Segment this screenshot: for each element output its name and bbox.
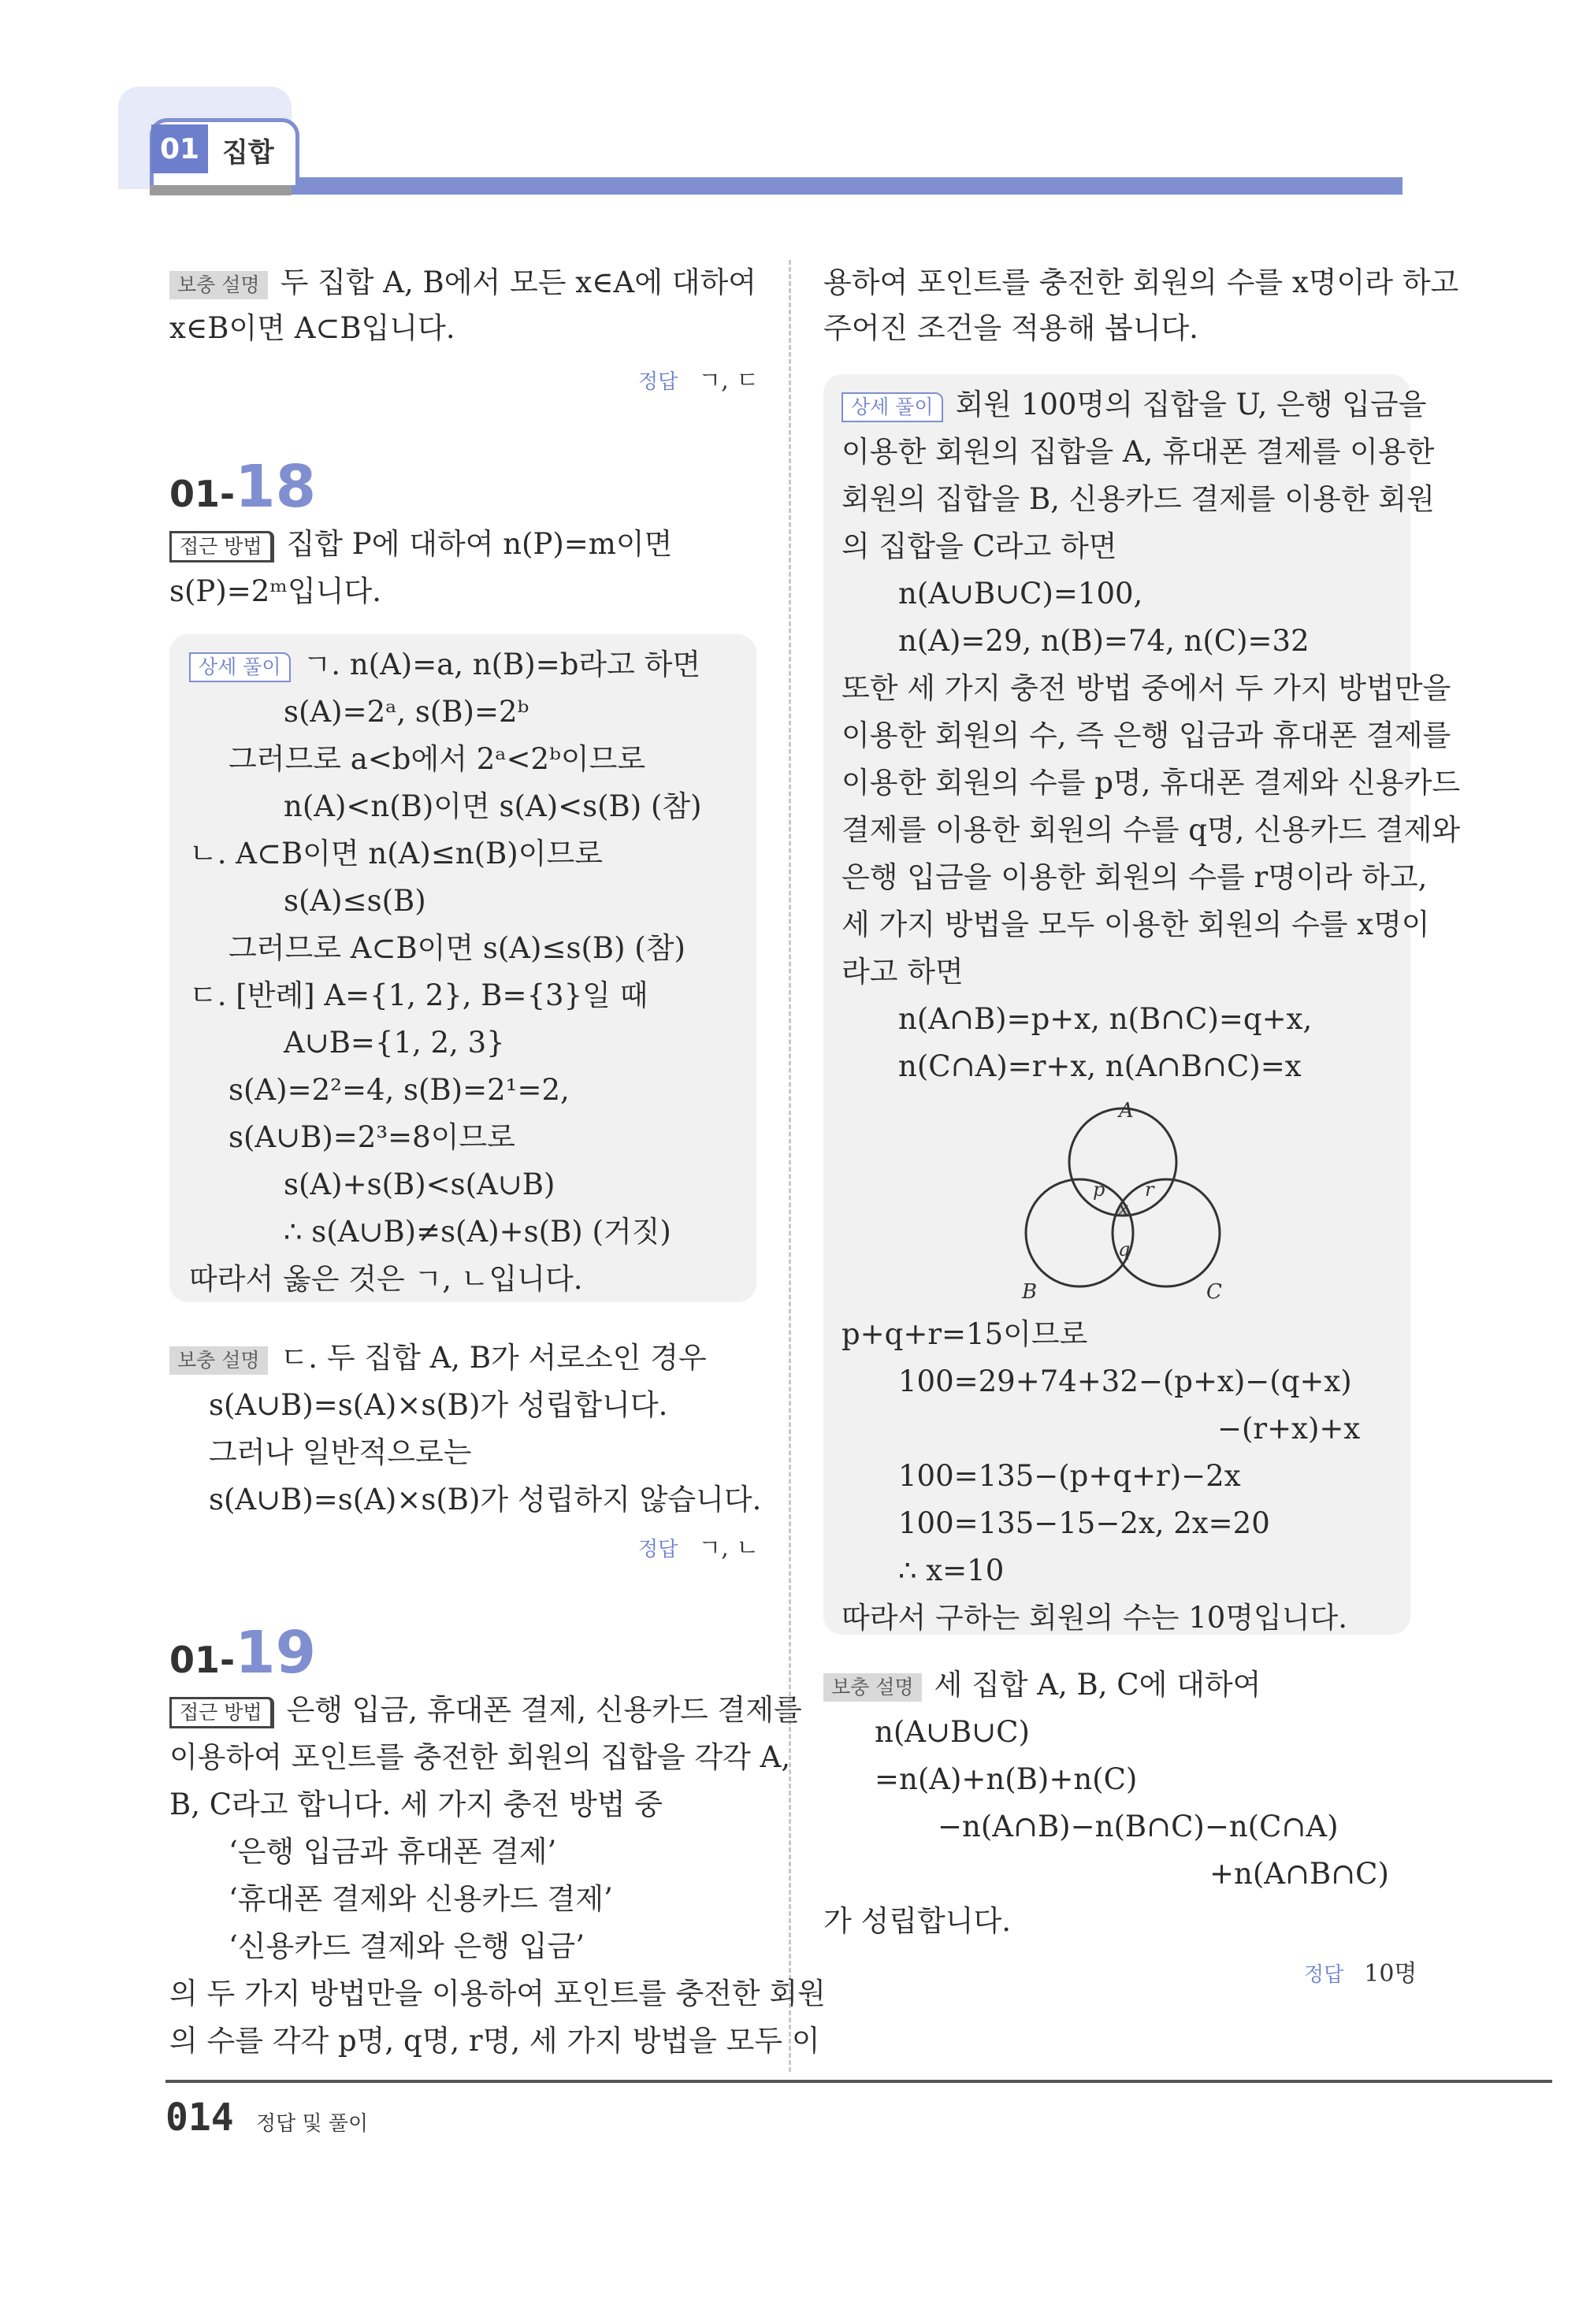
venn-label-x: x [1118, 1197, 1129, 1220]
p19-detail-line: 이용한 회원의 수를 p명, 휴대폰 결제와 신용카드 [842, 766, 1461, 800]
p18-approach-line-1: 접근 방법 집합 P에 대하여 n(P)=m이면 [169, 522, 672, 567]
p19-supplement-line: n(A∪B∪C) [875, 1715, 1030, 1749]
p18-detail-line: s(A)+s(B)<s(A∪B) [284, 1168, 555, 1201]
p18-detail-line: n(A)<n(B)이면 s(A)<s(B) (참) [284, 789, 702, 823]
p19-approach-line: 이용하여 포인트를 충전한 회원의 집합을 각각 A, [169, 1740, 791, 1774]
p18-detail-line: A∪B={1, 2, 3} [284, 1026, 505, 1060]
p19-supplement-line: 가 성립합니다. [823, 1904, 1011, 1938]
p19-continued-line: 용하여 포인트를 충전한 회원의 수를 x명이라 하고 [823, 265, 1459, 299]
p19-calc-line: 100=135−(p+q+r)−2x [898, 1459, 1241, 1493]
p19-calc-line: −(r+x)+x [1217, 1412, 1361, 1446]
p18-detail-line: 그러므로 a<b에서 2ᵃ<2ᵇ이므로 [228, 742, 646, 776]
venn-label-q: q [1118, 1238, 1131, 1260]
p19-detail-line: 세 가지 방법을 모두 이용한 회원의 수를 x명이 [842, 908, 1430, 941]
p18-supplement-line: 그러나 일반적으로는 [209, 1435, 472, 1469]
venn-label-b: B [1022, 1280, 1038, 1304]
p18-approach-line-2: s(P)=2ᵐ입니다. [169, 574, 381, 608]
p19-detail-line: 결제를 이용한 회원의 수를 q명, 신용카드 결제와 [842, 813, 1461, 847]
chapter-title: 집합 [222, 137, 274, 169]
footer-title: 정답 및 풀이 [256, 2112, 369, 2136]
p19-supplement-line: −n(A∩B)−n(B∩C)−n(C∩A) [938, 1810, 1339, 1843]
p18-detail-line: ㄷ. [반례] A={1, 2}, B={3}일 때 [189, 978, 648, 1012]
chapter-number: 01 [151, 124, 208, 173]
p18-answer: 정답 ㄱ, ㄴ [638, 1535, 760, 1562]
p19-detail-line: 이용한 회원의 수, 즉 은행 입금과 휴대폰 결제를 [842, 718, 1451, 752]
p19-detail-line: n(A∩B)=p+x, n(B∩C)=q+x, [898, 1002, 1313, 1036]
approach-tag: 접근 방법 [169, 1697, 274, 1728]
venn-label-a: A [1119, 1099, 1134, 1123]
top-answer: 정답 ㄱ, ㄷ [638, 367, 760, 395]
p19-calc-line: 100=135−15−2x, 2x=20 [898, 1506, 1270, 1540]
venn-label-r: r [1145, 1179, 1154, 1201]
problem-19-number: 01-19 [169, 1619, 317, 1687]
p19-supplement-line: 보충 설명 세 집합 A, B, C에 대하여 [823, 1662, 1261, 1708]
p19-approach-line: 접근 방법 은행 입금, 휴대폰 결제, 신용카드 결제를 [169, 1687, 802, 1733]
p19-detail-line: n(A∪B∪C)=100, [898, 577, 1143, 611]
venn-diagram [1012, 1095, 1233, 1308]
p18-detail-line: ∴ s(A∪B)≠s(A)+s(B) (거짓) [284, 1215, 671, 1249]
p19-detail-line: 상세 풀이 회원 100명의 집합을 U, 은행 입금을 [842, 382, 1426, 428]
supplement-tag: 보충 설명 [169, 1346, 268, 1375]
column-divider [789, 260, 791, 2072]
venn-label-p: p [1093, 1179, 1105, 1201]
page-number: 014 [165, 2096, 234, 2140]
p18-supplement-line: s(A∪B)=s(A)×s(B)가 성립하지 않습니다. [209, 1483, 762, 1517]
p18-supplement-line: s(A∪B)=s(A)×s(B)가 성립합니다. [209, 1388, 668, 1422]
footer-rule [165, 2080, 1552, 2083]
p19-detail-line: 회원의 집합을 B, 신용카드 결제를 이용한 회원 [842, 482, 1435, 516]
p19-detail-line: 라고 하면 [842, 955, 964, 989]
problem-18-number: 01-18 [169, 453, 317, 521]
p18-detail-line: 따라서 옳은 것은 ㄱ, ㄴ입니다. [189, 1262, 583, 1296]
p18-detail-line: s(A∪B)=2³=8이므로 [228, 1120, 515, 1154]
p19-approach-line: ‘신용카드 결제와 은행 입금’ [228, 1929, 585, 1963]
top-supplement-line-2: x∈B이면 A⊂B입니다. [169, 311, 455, 345]
p19-answer: 정답 10명 [1304, 1960, 1417, 1988]
approach-tag: 접근 방법 [169, 531, 274, 562]
p19-calc-line: p+q+r=15이므로 [842, 1317, 1088, 1351]
venn-label-c: C [1206, 1280, 1222, 1304]
p19-detail-line: 또한 세 가지 충전 방법 중에서 두 가지 방법만을 [842, 671, 1451, 705]
chapter-header-band [150, 177, 1403, 195]
p19-calc-line: 100=29+74+32−(p+x)−(q+x) [898, 1364, 1352, 1398]
p18-detail-line: s(A)=2²=4, s(B)=2¹=2, [228, 1073, 570, 1107]
p19-calc-line: 따라서 구하는 회원의 수는 10명입니다. [842, 1601, 1348, 1635]
p19-detail-line: 의 집합을 C라고 하면 [842, 529, 1117, 563]
p18-detail-line: 상세 풀이 ㄱ. n(A)=a, n(B)=b라고 하면 [189, 642, 700, 688]
p19-approach-line: ‘휴대폰 결제와 신용카드 결제’ [228, 1882, 613, 1916]
p19-detail-line: 은행 입금을 이용한 회원의 수를 r명이라 하고, [842, 860, 1428, 894]
p19-supplement-line: =n(A)+n(B)+n(C) [875, 1762, 1138, 1796]
p19-approach-line: ‘은행 입금과 휴대폰 결제’ [228, 1835, 557, 1869]
p19-calc-line: ∴ x=10 [898, 1554, 1005, 1587]
top-supplement-line-1: 보충 설명 두 집합 A, B에서 모든 x∈A에 대하여 [169, 260, 756, 306]
p19-approach-line: B, C라고 합니다. 세 가지 충전 방법 중 [169, 1788, 663, 1821]
detail-tag: 상세 풀이 [842, 392, 943, 422]
supplement-tag: 보충 설명 [823, 1673, 922, 1702]
p19-approach-line: 의 두 가지 방법만을 이용하여 포인트를 충전한 회원 [169, 1977, 826, 2010]
p19-supplement-line: +n(A∩B∩C) [1209, 1857, 1389, 1891]
p18-detail-line: ㄴ. A⊂B이면 n(A)≤n(B)이므로 [189, 837, 603, 871]
p18-detail-line: 그러므로 A⊂B이면 s(A)≤s(B) (참) [228, 931, 685, 965]
p18-detail-line: s(A)≤s(B) [284, 884, 426, 918]
p18-supplement-line: 보충 설명 ㄷ. 두 집합 A, B가 서로소인 경우 [169, 1335, 707, 1381]
p19-approach-line: 의 수를 각각 p명, q명, r명, 세 가지 방법을 모두 이 [169, 2024, 820, 2058]
detail-tag: 상세 풀이 [189, 652, 291, 682]
p18-detail-line: s(A)=2ᵃ, s(B)=2ᵇ [284, 695, 529, 729]
p19-detail-line: n(A)=29, n(B)=74, n(C)=32 [898, 624, 1310, 658]
p19-detail-line: 이용한 회원의 집합을 A, 휴대폰 결제를 이용한 [842, 435, 1435, 469]
supplement-tag: 보충 설명 [169, 271, 268, 299]
p19-continued-line: 주어진 조건을 적용해 봅니다. [823, 311, 1198, 345]
p19-detail-line: n(C∩A)=r+x, n(A∩B∩C)=x [898, 1049, 1302, 1083]
